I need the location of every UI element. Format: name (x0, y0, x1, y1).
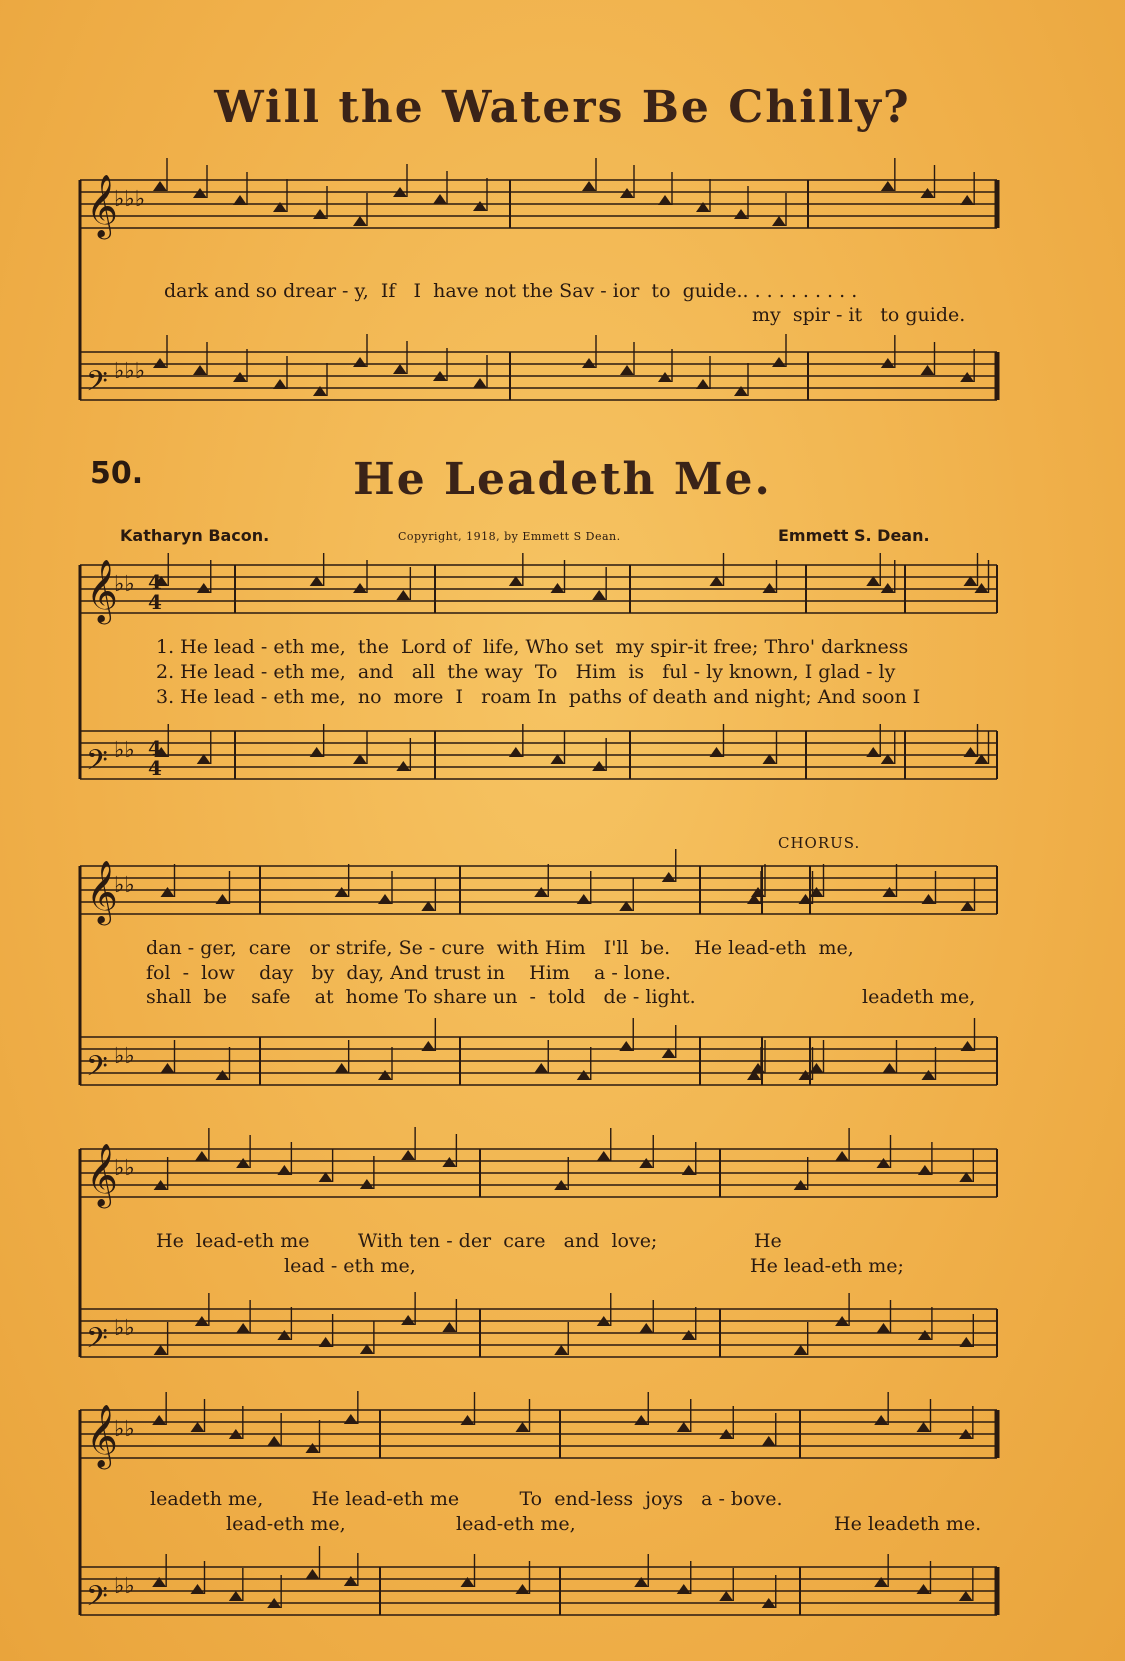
note-head (421, 1041, 435, 1051)
treble-clef-icon: 𝄞 (86, 174, 118, 237)
note-head (335, 1063, 349, 1073)
bass-clef-icon: 𝄢 (86, 744, 108, 784)
staff (80, 866, 997, 914)
note-head (551, 583, 565, 593)
note-head (772, 357, 786, 367)
chorus-line-2a: lead - eth me, (284, 1255, 416, 1277)
verse-3-line: 3. He lead - eth me, no more I roam In paths of death and night; And soon I (156, 686, 921, 708)
note-head (682, 1165, 696, 1175)
verse-2-line: 2. He lead - eth me, and all the way To Him is ful - ly known, I glad - ly (156, 661, 896, 683)
note-head (335, 887, 349, 897)
note-head (866, 747, 880, 757)
note-head (634, 1415, 648, 1425)
key-signature-flats-icon: ♭♭ (114, 1316, 135, 1341)
bass-clef-icon: 𝄢 (86, 1322, 108, 1362)
note-head (473, 378, 487, 388)
note-head (658, 195, 672, 205)
note-head (277, 1165, 291, 1175)
note-head (975, 583, 989, 593)
note-head (233, 195, 247, 205)
note-head (193, 188, 207, 198)
note-head (433, 194, 447, 204)
note-head (964, 747, 978, 757)
chorus-line-4b: lead-eth me, (456, 1513, 576, 1535)
note-head (396, 761, 410, 771)
note-head (353, 583, 367, 593)
note-head (310, 747, 324, 757)
note-head (313, 209, 327, 219)
note-head (360, 1179, 374, 1189)
note-head (917, 1584, 931, 1594)
note-head (592, 761, 606, 771)
note-head (918, 1330, 932, 1340)
note-head (195, 1151, 209, 1161)
note-head (509, 747, 523, 757)
key-signature-flats-icon: ♭♭♭ (114, 359, 146, 384)
key-signature-flats-icon: ♭♭ (114, 1044, 135, 1069)
chorus-echo-lyric: leadeth me, (862, 986, 976, 1008)
note-head (874, 1415, 888, 1425)
key-signature-flats-icon: ♭♭♭ (114, 187, 146, 212)
note-head (639, 1323, 653, 1333)
verse-2-line-2: fol - low day by day, And trust in Him a - lone. (146, 962, 671, 984)
hymn-number: 50. (90, 456, 144, 491)
note-head (229, 1591, 243, 1601)
time-signature: 4 4 (148, 736, 162, 780)
note-head (762, 1436, 776, 1446)
note-head (273, 379, 287, 389)
note-head (620, 365, 634, 375)
note-head (216, 1070, 230, 1080)
note-head (619, 1041, 633, 1051)
note-head (233, 372, 247, 382)
note-head (658, 372, 672, 382)
key-signature-flats-icon: ♭♭ (114, 873, 135, 898)
note-head (639, 1158, 653, 1168)
note-head (153, 181, 167, 191)
note-head (877, 1323, 891, 1333)
verse-1-line: 1. He lead - eth me, the Lord of life, Who set my spir-it free; Thro' darkness (156, 636, 909, 658)
note-head (306, 1443, 320, 1453)
staff (80, 565, 997, 613)
note-head (763, 583, 777, 593)
key-signature-flats-icon: ♭♭ (114, 1156, 135, 1181)
note-head (516, 1422, 530, 1432)
note-head (277, 1330, 291, 1340)
note-head (461, 1415, 475, 1425)
note-head (534, 1063, 548, 1073)
note-head (682, 1330, 696, 1340)
note-head (877, 1158, 891, 1168)
chorus-line-3: leadeth me, He lead-eth me To end-less joys a - bove. (150, 1488, 783, 1510)
note-head (154, 1345, 168, 1355)
staff (80, 1567, 997, 1615)
note-head (918, 1165, 932, 1175)
note-head (677, 1584, 691, 1594)
note-head (959, 1337, 973, 1347)
bass-clef-icon: 𝄢 (86, 1050, 108, 1090)
chorus-line-1: He lead-eth me With ten - der care and love; He (156, 1230, 782, 1252)
note-head (881, 358, 895, 368)
note-head (216, 894, 230, 904)
note-head (378, 894, 392, 904)
note-head (883, 1063, 897, 1073)
note-head (516, 1584, 530, 1594)
note-head (734, 209, 748, 219)
note-head (772, 216, 786, 226)
treble-clef-icon: 𝄞 (86, 860, 118, 923)
copyright-notice: Copyright, 1918, by Emmett S Dean. (398, 530, 621, 543)
bass-clef-icon: 𝄢 (86, 1580, 108, 1620)
key-signature-flats-icon: ♭♭ (114, 1574, 135, 1599)
chorus-line-2b: He lead-eth me; (750, 1255, 904, 1277)
time-signature: 4 4 (148, 570, 162, 614)
note-head (577, 894, 591, 904)
chorus-line-4a: lead-eth me, (226, 1513, 346, 1535)
bass-clef-icon: 𝄢 (86, 365, 108, 405)
note-head (193, 365, 207, 375)
note-head (306, 1569, 320, 1579)
staff (80, 1410, 997, 1458)
note-head (401, 1150, 415, 1160)
note-head (917, 1422, 931, 1432)
note-head (577, 1070, 591, 1080)
staff (80, 731, 997, 779)
treble-clef-icon: 𝄞 (86, 559, 118, 622)
note-head (794, 1345, 808, 1355)
note-head (236, 1158, 250, 1168)
note-head (582, 181, 596, 191)
note-head (401, 1315, 415, 1325)
staff (80, 352, 997, 400)
key-signature-flats-icon: ♭♭ (114, 1417, 135, 1442)
note-head (153, 358, 167, 368)
note-head (442, 1322, 456, 1332)
chorus-label: CHORUS. (778, 834, 861, 852)
note-head (191, 1422, 205, 1432)
note-head (319, 1337, 333, 1347)
note-head (152, 1415, 166, 1425)
note-head (961, 1041, 975, 1051)
note-head (396, 590, 410, 600)
note-head (835, 1151, 849, 1161)
note-head (353, 216, 367, 226)
verse-1-line-2: dan - ger, care or strife, Se - cure with Him I'll be. He lead-eth me, (146, 937, 854, 959)
note-head (677, 1422, 691, 1432)
author-credit: Katharyn Bacon. (120, 526, 270, 545)
key-signature-flats-icon: ♭♭ (114, 738, 135, 763)
note-head (442, 1157, 456, 1167)
note-head (719, 1591, 733, 1601)
composer-credit: Emmett S. Dean. (778, 526, 930, 545)
note-head (959, 1591, 973, 1601)
note-head (883, 887, 897, 897)
note-head (662, 872, 676, 882)
note-head (810, 1063, 824, 1073)
note-head (960, 372, 974, 382)
note-head (810, 887, 824, 897)
note-head (236, 1323, 250, 1333)
note-head (344, 1414, 358, 1424)
note-head (620, 188, 634, 198)
note-head (881, 181, 895, 191)
note-head (267, 1436, 281, 1446)
note-head (554, 1345, 568, 1355)
note-head (378, 1070, 392, 1080)
note-head (582, 358, 596, 368)
note-head (960, 195, 974, 205)
hymn-title: He Leadeth Me. (353, 454, 772, 505)
staff (80, 1149, 997, 1197)
note-head (922, 894, 936, 904)
note-head (161, 887, 175, 897)
top-hymn-title: Will the Waters Be Chilly? (214, 82, 911, 133)
staff (80, 1309, 997, 1357)
note-head (473, 201, 487, 211)
key-signature-flats-icon: ♭♭ (114, 572, 135, 597)
note-head (393, 364, 407, 374)
note-head (161, 1063, 175, 1073)
note-head (710, 747, 724, 757)
note-head (696, 379, 710, 389)
top-lyric-line-2: my spir - it to guide. (752, 304, 966, 326)
note-head (344, 1576, 358, 1586)
chorus-line-4c: He leadeth me. (834, 1513, 982, 1535)
note-head (592, 590, 606, 600)
note-head (922, 1070, 936, 1080)
note-head (921, 188, 935, 198)
staff (80, 180, 997, 228)
verse-3-line-2: shall be safe at home To share un - told de - light. (146, 986, 696, 1008)
treble-clef-icon: 𝄞 (86, 1143, 118, 1206)
note-head (191, 1584, 205, 1594)
treble-clef-icon: 𝄞 (86, 1404, 118, 1467)
note-head (597, 1151, 611, 1161)
note-head (881, 583, 895, 593)
note-head (921, 365, 935, 375)
top-lyric-line-1: dark and so drear - y, If I have not the Sav - ior to guide.. . . . . . . . . . (164, 280, 858, 302)
note-head (197, 583, 211, 593)
note-head (534, 887, 548, 897)
note-head (353, 357, 367, 367)
